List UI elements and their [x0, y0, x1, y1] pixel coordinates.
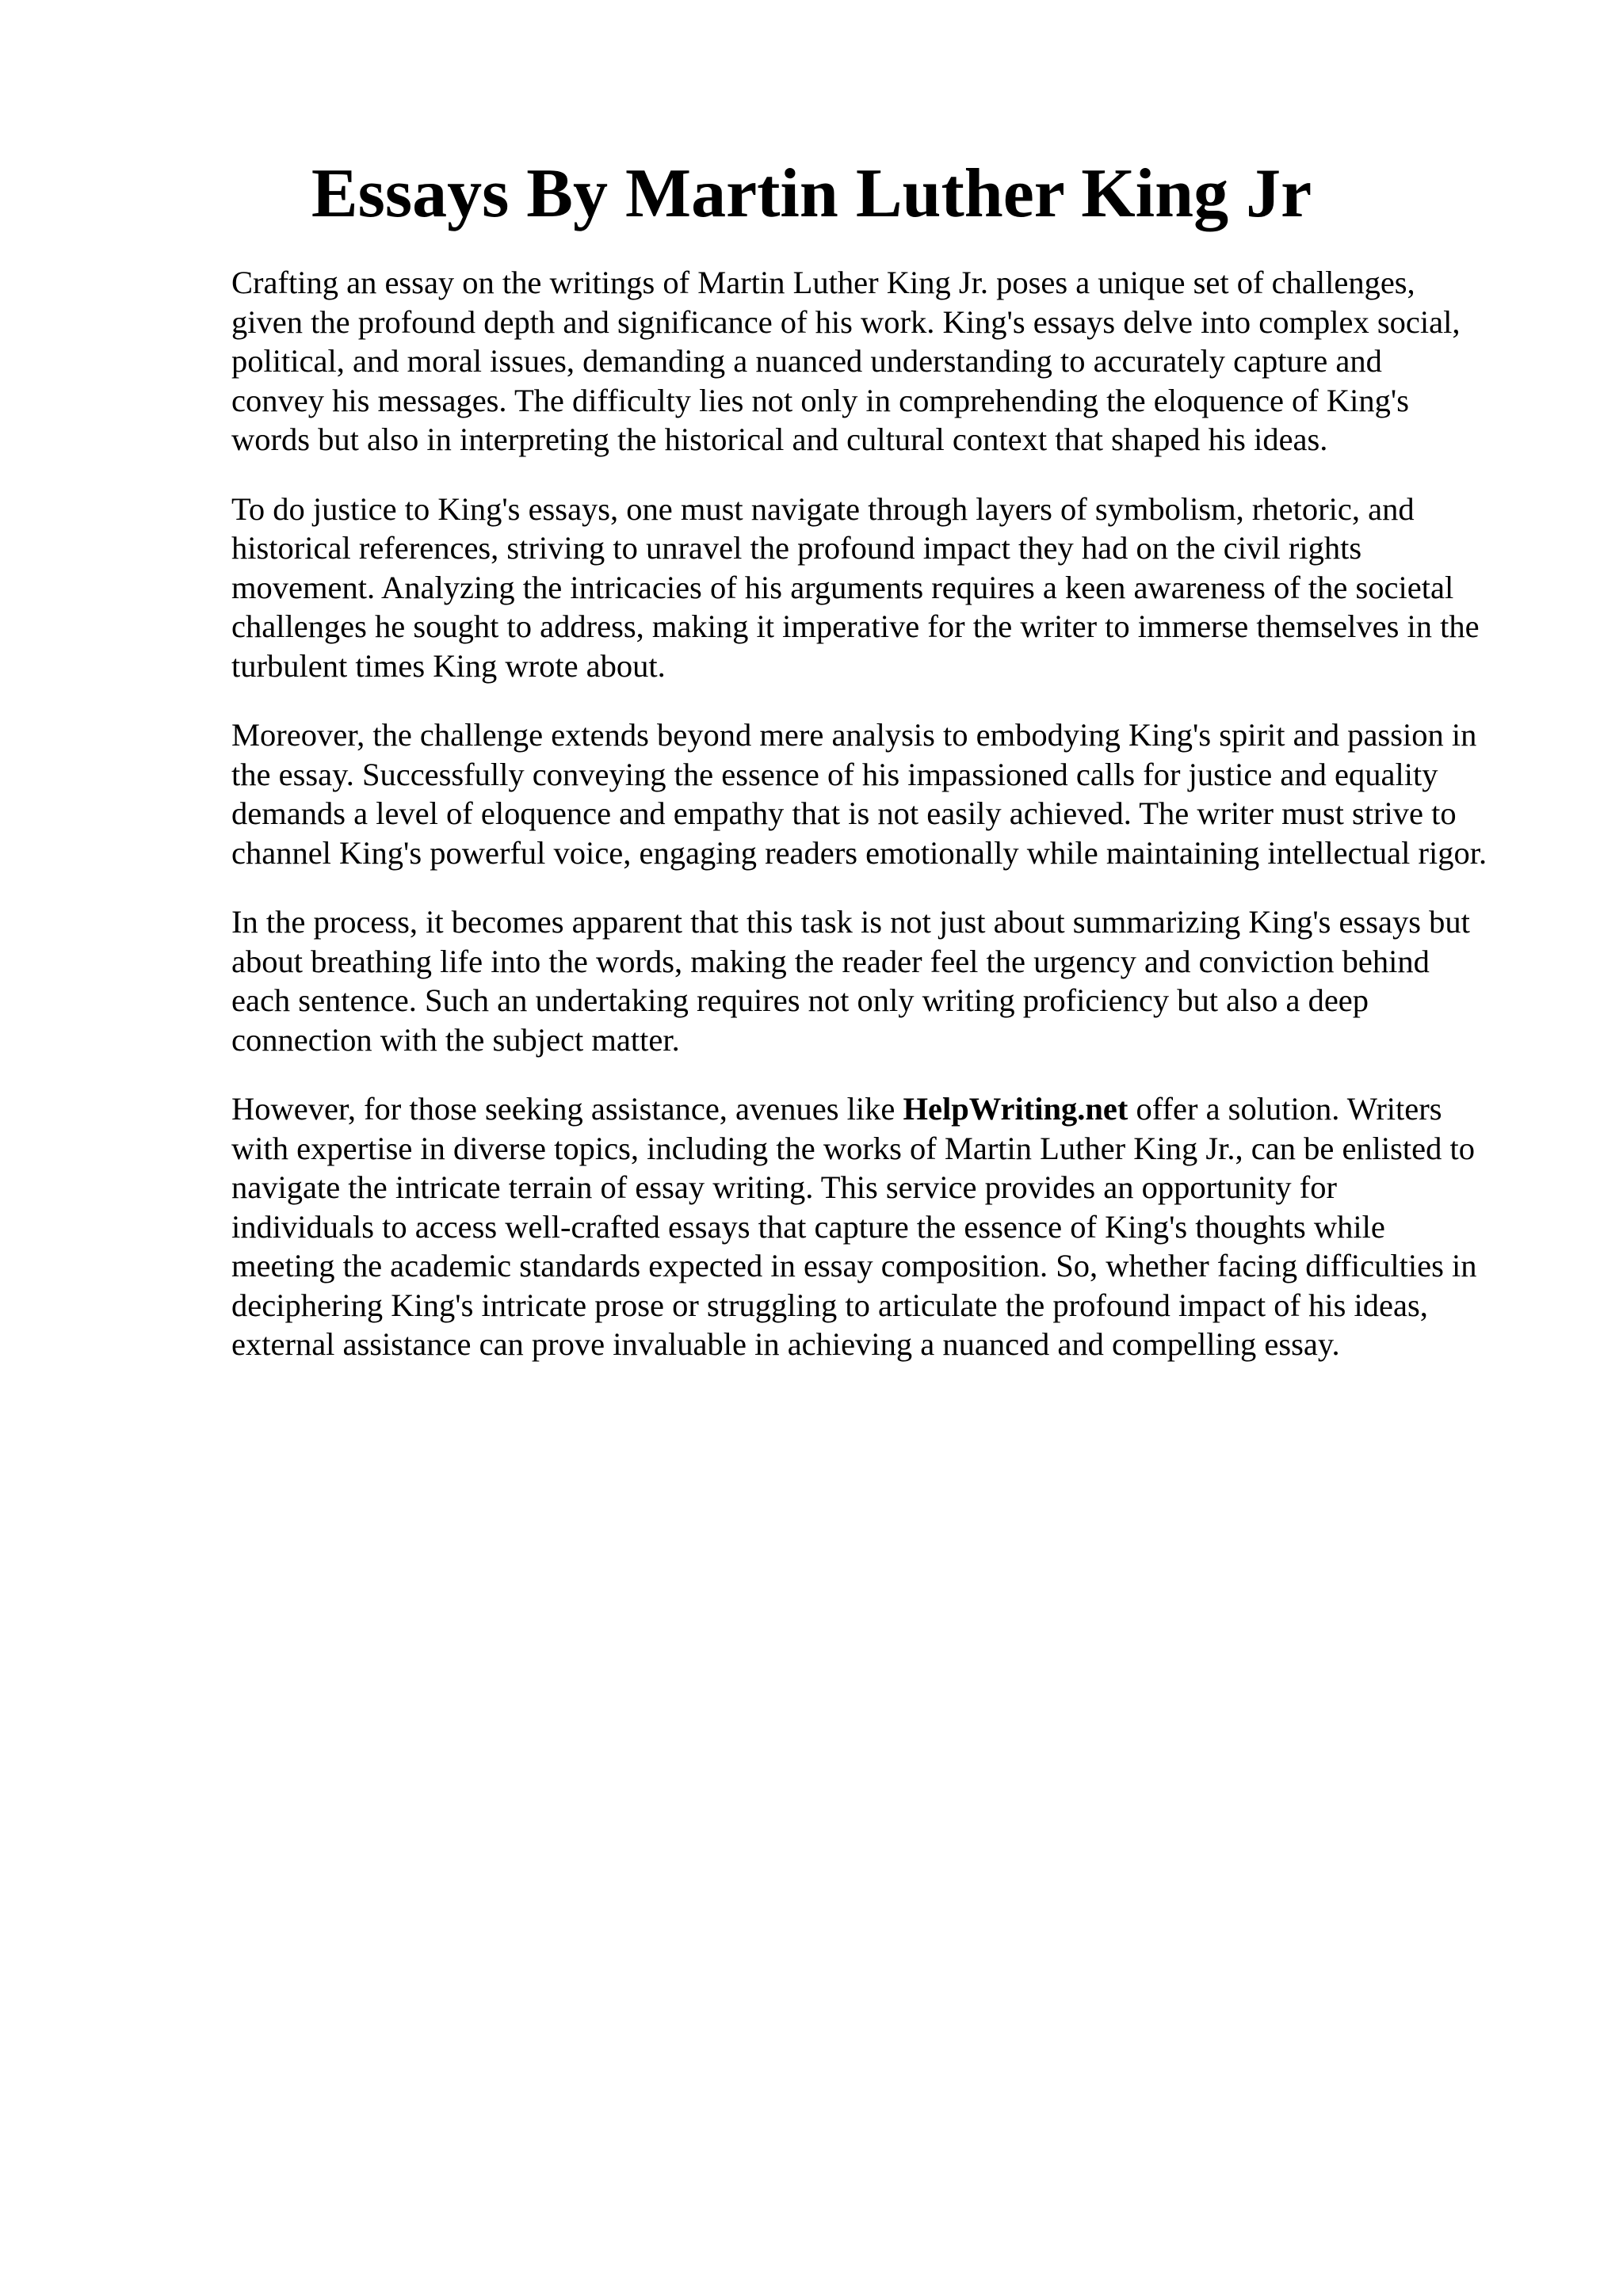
- paragraph-line: external assistance can prove invaluable in achieving a nuanced and compelling essay.: [231, 1326, 1340, 1362]
- paragraph-line: meeting the academic standards expected in essay composition. So, whether facing difficulties in: [231, 1248, 1477, 1283]
- paragraph-line: navigate the intricate terrain of essay writing. This service provides an opportunity for: [231, 1169, 1337, 1205]
- text-after-link: offer a solution. Writers: [1128, 1091, 1442, 1127]
- text-before-link: However, for those seeking assistance, avenues like: [231, 1091, 903, 1127]
- paragraph-line: words but also in interpreting the historical and cultural context that shaped his ideas.: [231, 421, 1328, 457]
- paragraph-3: [231, 715, 1531, 872]
- paragraph-line: movement. Analyzing the intricacies of his arguments requires a keen awareness of the societal: [231, 569, 1454, 605]
- paragraph-line: deciphering King's intricate prose or struggling to articulate the profound impact of his ideas,: [231, 1287, 1428, 1323]
- paragraph-line: In the process, it becomes apparent that this task is not just about summarizing King's essays but: [231, 904, 1470, 940]
- paragraph-line: Moreover, the challenge extends beyond mere analysis to embodying King's spirit and passion in: [231, 717, 1477, 753]
- paragraph-line: each sentence. Such an undertaking requires not only writing proficiency but also a deep: [231, 982, 1369, 1018]
- essay-body: [231, 263, 1531, 1394]
- paragraph-line: demands a level of eloquence and empathy that is not easily achieved. The writer must strive to: [231, 795, 1457, 831]
- paragraph-line: [231, 1089, 1531, 1129]
- helpwriting-link[interactable]: HelpWriting.net: [903, 1091, 1128, 1127]
- paragraph-1: [231, 263, 1531, 460]
- paragraph-line: connection with the subject matter.: [231, 1021, 680, 1058]
- paragraph-line: with expertise in diverse topics, including the works of Martin Luther King Jr., can be enlisted to: [231, 1130, 1476, 1166]
- document-title: Essays By Martin Luther King Jr: [311, 155, 1312, 232]
- paragraph-line: Crafting an essay on the writings of Martin Luther King Jr. poses a unique set of challenges,: [231, 265, 1415, 300]
- paragraph-line: about breathing life into the words, making the reader feel the urgency and conviction behind: [231, 943, 1430, 979]
- paragraph-line: political, and moral issues, demanding a nuanced understanding to accurately capture and: [231, 343, 1382, 379]
- paragraph-4: [231, 902, 1531, 1059]
- paragraph-line: historical references, striving to unravel the profound impact they had on the civil rights: [231, 530, 1362, 566]
- paragraph-2: [231, 490, 1531, 686]
- paragraph-line: turbulent times King wrote about.: [231, 647, 666, 684]
- paragraph-line: given the profound depth and significance of his work. King's essays delve into complex social,: [231, 303, 1461, 340]
- paragraph-line: channel King's powerful voice, engaging readers emotionally while maintaining intellectual rigor.: [231, 834, 1487, 871]
- paragraph-line: the essay. Successfully conveying the essence of his impassioned calls for justice and equality: [231, 756, 1438, 792]
- paragraph-line: individuals to access well-crafted essays that capture the essence of King's thoughts while: [231, 1208, 1385, 1245]
- paragraph-5: [231, 1089, 1531, 1364]
- paragraph-line: challenges he sought to address, making it imperative for the writer to immerse themselves in the: [231, 608, 1480, 644]
- paragraph-line: To do justice to King's essays, one must navigate through layers of symbolism, rhetoric, and: [231, 490, 1415, 527]
- paragraph-line: convey his messages. The difficulty lies not only in comprehending the eloquence of King's: [231, 382, 1409, 418]
